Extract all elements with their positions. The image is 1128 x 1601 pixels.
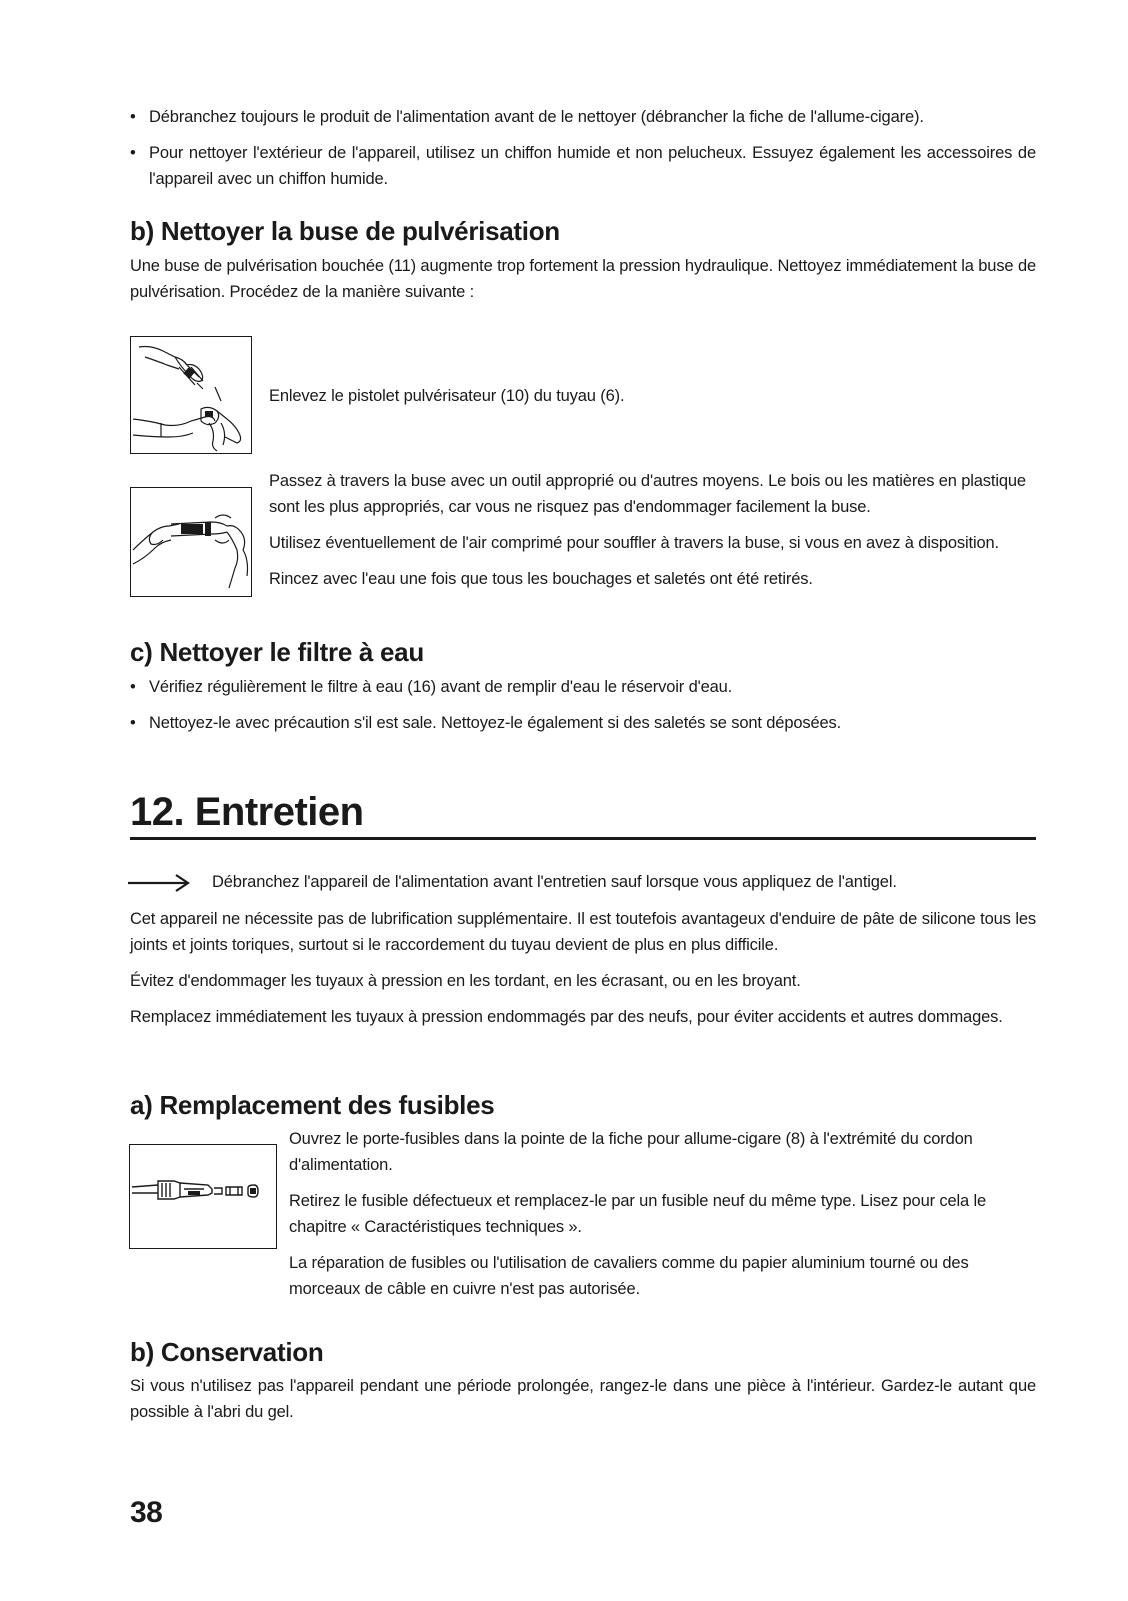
section-heading-storage: b) Conservation xyxy=(130,1337,324,1367)
nozzle-intro: Une buse de pulvérisation bouchée (11) augmente trop fortement la pression hydraulique. Nettoyez immédiatement la buse de pulvérisation. Procédez de la manière suivante : xyxy=(130,257,1036,301)
nozzle-step-2-tool: Passez à travers la buse avec un outil approprié ou d'autres moyens. Le bois ou les matières en plastique sont les plus appropriés, car vous ne risquez pas d'endommager facilement la buse. xyxy=(269,472,1026,516)
storage-paragraph: Si vous n'utilisez pas l'appareil pendant une période prolongée, rangez-le dans une pièce à l'intérieur. Gardez-le autant que possible à l'abri du gel. xyxy=(130,1377,1036,1421)
nozzle-section xyxy=(130,215,1036,305)
section-heading-fuses: a) Remplacement des fusibles xyxy=(130,1090,495,1120)
page-number: 38 xyxy=(130,1496,163,1529)
chapter-title: 12. Entretien xyxy=(130,790,364,834)
list-item: • Pour nettoyer l'extérieur de l'appareil, utilisez un chiffon humide et non pelucheux. Essuyez également les accessoires de l'appareil avec un chiffon humide. xyxy=(130,144,1036,188)
storage-section xyxy=(130,1336,1036,1425)
fuse-open-paragraph: Ouvrez le porte-fusibles dans la pointe de la fiche pour allume-cigare (8) à l'extrémité du cordon d'alimentation. xyxy=(289,1130,973,1174)
list-item: • Débranchez toujours le produit de l'alimentation avant de le nettoyer (débrancher la fiche de l'allume-cigare). xyxy=(130,108,924,126)
water-filter-section xyxy=(130,636,1036,746)
maintenance-chapter xyxy=(130,788,1036,840)
hands-nozzle-illustration xyxy=(131,488,251,596)
fuse-plug-figure xyxy=(129,1144,277,1249)
lubrication-paragraph: Cet appareil ne nécessite pas de lubrification supplémentaire. Il est toutefois avantageux d'enduire de pâte de silicone tous les joints et joints toriques, surtout si le raccordement du tuyau devient de plus en plus difficile. xyxy=(130,910,1036,954)
fuse-replace-paragraph: Retirez le fusible défectueux et remplacez-le par un fusible neuf du même type. Lisez pour cela le chapitre « Caractéristiques techniques ». xyxy=(289,1192,987,1236)
chapter-rule xyxy=(130,837,1036,840)
maintenance-note: Débranchez l'appareil de l'alimentation avant l'entretien sauf lorsque vous appliquez de l'antigel. xyxy=(212,873,897,891)
cigarette-plug-illustration xyxy=(130,1145,276,1248)
section-heading-filter: c) Nettoyer le filtre à eau xyxy=(130,637,424,667)
maintenance-body xyxy=(130,906,1036,1030)
list-item: • Vérifiez régulièrement le filtre à eau (16) avant de remplir d'eau le réservoir d'eau. xyxy=(130,678,733,696)
hands-spray-gun-illustration xyxy=(131,337,251,453)
fuse-warning-paragraph: La réparation de fusibles ou l'utilisation de cavaliers comme du papier aluminium tourné ou des morceaux de câble en cuivre n'est pas autorisée. xyxy=(289,1254,969,1298)
nozzle-step-1: Enlevez le pistolet pulvérisateur (10) du tuyau (6). xyxy=(269,387,625,405)
list-item: • Nettoyez-le avec précaution s'il est sale. Nettoyez-le également si des saletés se sont déposées. xyxy=(130,714,842,732)
nozzle-step-2-rinse: Rincez avec l'eau une fois que tous les bouchages et saletés ont été retirés. xyxy=(269,570,813,588)
clean-nozzle-figure xyxy=(130,487,252,597)
intro-bullet-list xyxy=(130,104,1036,192)
cleaning-instructions xyxy=(130,104,1036,202)
section-heading-nozzle: b) Nettoyer la buse de pulvérisation xyxy=(130,216,560,246)
remove-spray-gun-figure xyxy=(130,336,252,454)
replace-hose-paragraph: Remplacez immédiatement les tuyaux à pression endommagés par des neufs, pour éviter accidents et autres dommages. xyxy=(130,1008,1003,1026)
fuse-instructions xyxy=(289,1126,1033,1302)
nozzle-step-2-air: Utilisez éventuellement de l'air comprimé pour souffler à travers la buse, si vous en avez à disposition. xyxy=(269,534,999,552)
arrow-right-icon xyxy=(128,874,192,892)
hose-damage-paragraph: Évitez d'endommager les tuyaux à pression en les tordant, en les écrasant, ou en les broyant. xyxy=(130,972,801,990)
filter-bullet-list xyxy=(130,674,1036,736)
nozzle-step-2 xyxy=(269,468,1029,592)
